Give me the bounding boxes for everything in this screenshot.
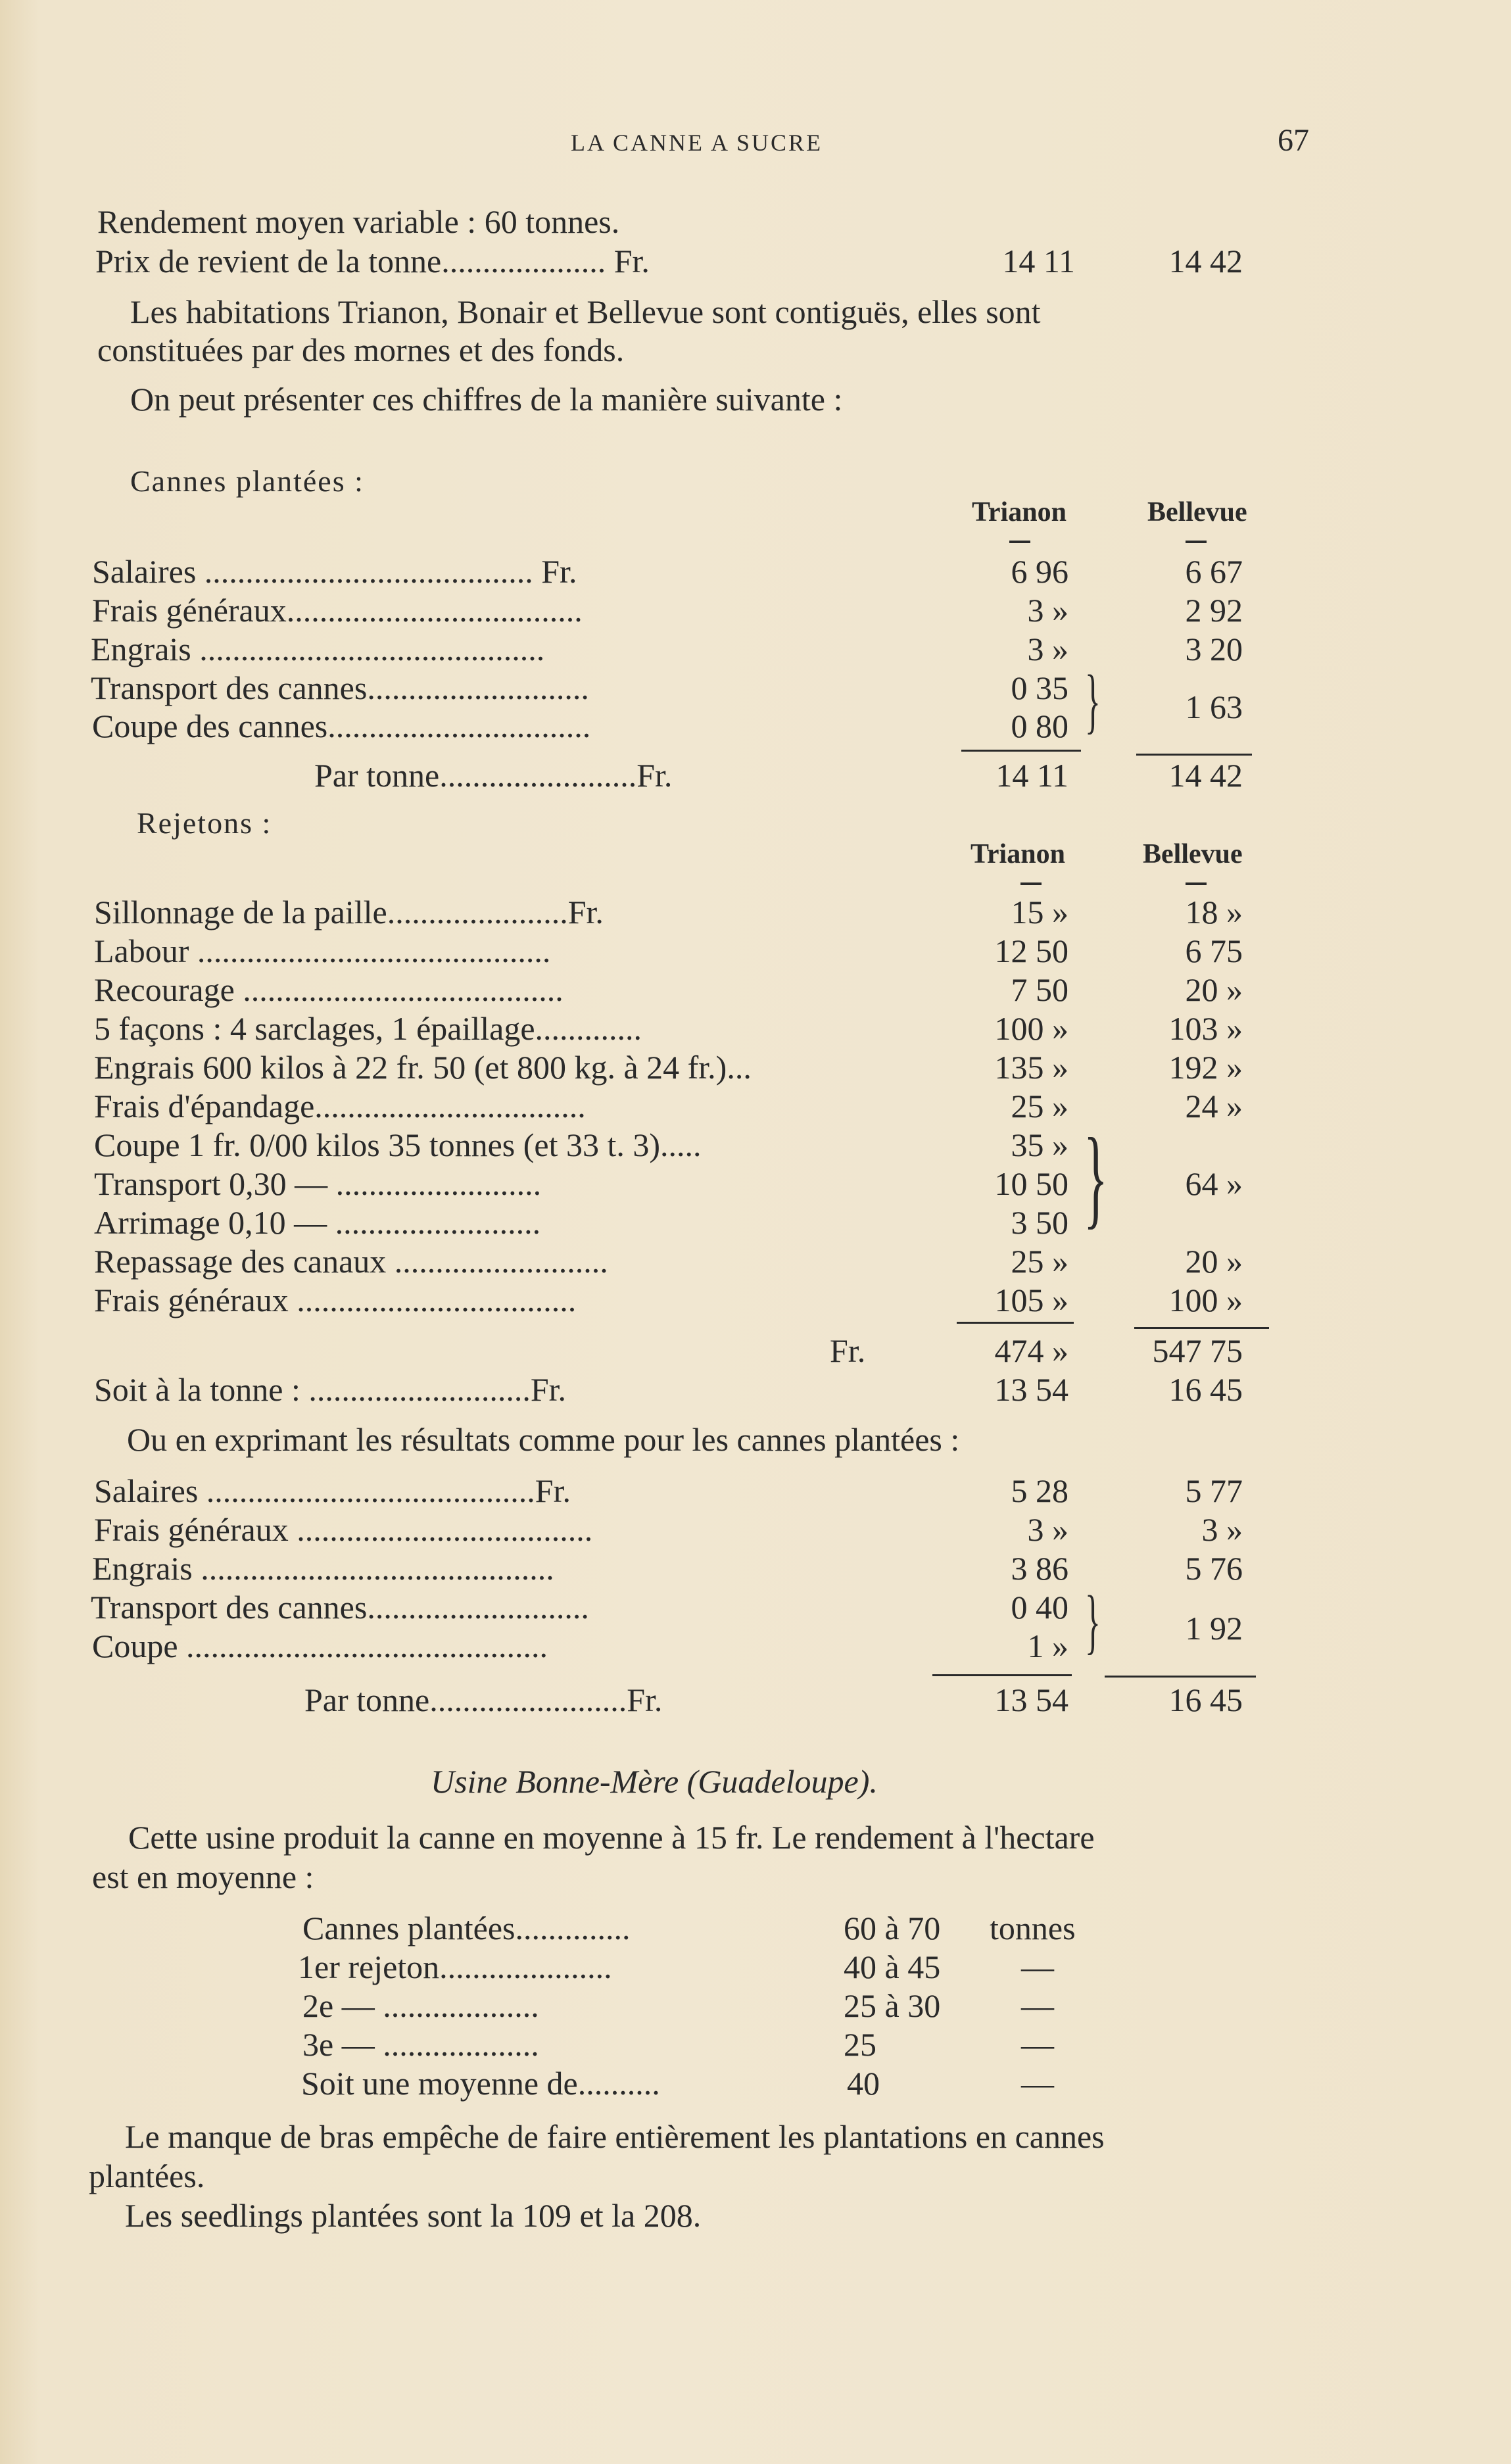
- total-bellevue: 16 45: [1168, 1681, 1243, 1718]
- row-label: Coupe ............................................: [92, 1628, 548, 1664]
- usine-para3: Les seedlings plantées sont la 109 et la 208.: [125, 2197, 702, 2234]
- row-bellevue: 20 »: [1185, 1243, 1243, 1280]
- row-trianon: 15 »: [1011, 894, 1068, 930]
- row-trianon: 1 »: [1027, 1628, 1068, 1664]
- row-label: Transport des cannes...........................: [91, 1589, 589, 1626]
- row-bellevue: 192 »: [1168, 1049, 1243, 1086]
- row-trianon: 0 40: [1011, 1589, 1068, 1626]
- col-dash: [1186, 541, 1207, 543]
- yield-unit: —: [1021, 2026, 1054, 2063]
- row-label: Labour ...........................................: [94, 932, 551, 969]
- row-bellevue: 5 76: [1185, 1550, 1243, 1587]
- row-trianon: 7 50: [1011, 971, 1068, 1008]
- total-bellevue: 14 42: [1168, 757, 1243, 794]
- yield-value: 60 à 70: [844, 1910, 941, 1946]
- col-trianon-1: Trianon: [972, 497, 1067, 527]
- sum-label: Fr.: [830, 1332, 866, 1369]
- yield-label: 2e — ...................: [302, 1987, 539, 2024]
- row-trianon: 3 »: [1027, 1511, 1068, 1548]
- row-label: Frais généraux....................................: [92, 592, 583, 629]
- usine-para2-l2: plantées.: [89, 2158, 205, 2194]
- usine-para-l2: est en moyenne :: [92, 1858, 314, 1895]
- row-bellevue: 5 77: [1185, 1472, 1243, 1509]
- merged-bellevue: 1 63: [1185, 688, 1243, 725]
- row-label: Coupe des cannes................................: [92, 708, 591, 744]
- intro-line-1: Rendement moyen variable : 60 tonnes.: [97, 203, 620, 240]
- row-trianon: 6 96: [1011, 553, 1068, 590]
- yield-value: 40 à 45: [844, 1948, 941, 1985]
- row-label: Recourage .......................................: [94, 971, 564, 1008]
- col-dash: [1009, 541, 1030, 543]
- sum-trianon: 474 »: [994, 1332, 1068, 1369]
- usine-title: Usine Bonne-Mère (Guadeloupe).: [431, 1763, 878, 1800]
- row-bellevue: 3 »: [1201, 1511, 1243, 1548]
- para-habitations-l2: constituées par des mornes et des fonds.: [97, 331, 625, 368]
- col-bellevue-1: Bellevue: [1147, 497, 1247, 527]
- row-bellevue: 18 »: [1185, 894, 1243, 930]
- row-bellevue: 6 75: [1185, 932, 1243, 969]
- total-label: Par tonne........................Fr.: [304, 1681, 663, 1718]
- row-bellevue: 20 »: [1185, 971, 1243, 1008]
- merged-bellevue: 1 92: [1185, 1610, 1243, 1647]
- sum-rule: [1105, 1676, 1256, 1678]
- yield-unit: —: [1021, 2065, 1054, 2102]
- row-trianon: 12 50: [994, 932, 1068, 969]
- row-label: Engrais ...........................................: [92, 1550, 554, 1587]
- usine-para2-l1: Le manque de bras empêche de faire entièrement les plantations en cannes: [125, 2118, 1105, 2155]
- col-trianon-2: Trianon: [971, 839, 1065, 869]
- col-dash: [1020, 882, 1042, 885]
- row-trianon: 3 »: [1027, 631, 1068, 667]
- row-trianon: 100 »: [994, 1010, 1068, 1047]
- yield-label: Cannes plantées..............: [302, 1910, 631, 1946]
- row-bellevue: 3 20: [1185, 631, 1243, 667]
- row-trianon: 0 80: [1011, 708, 1068, 744]
- intro-line-2-label: Prix de revient de la tonne.................... Fr.: [95, 243, 650, 279]
- merged-bellevue: 64 »: [1185, 1165, 1243, 1202]
- brace: }: [1085, 1581, 1101, 1661]
- row-label: 5 façons : 4 sarclages, 1 épaillage.............: [94, 1010, 642, 1047]
- row-trianon: 135 »: [994, 1049, 1068, 1086]
- sum-rule: [1134, 1327, 1269, 1329]
- total-trianon: 13 54: [994, 1681, 1068, 1718]
- row-trianon: 25 »: [1011, 1088, 1068, 1124]
- row-label: Frais d'épandage.................................: [94, 1088, 586, 1124]
- row-label: Transport des cannes...........................: [91, 669, 589, 706]
- row-label: Salaires ........................................Fr.: [94, 1472, 571, 1509]
- row-label: Coupe 1 fr. 0/00 kilos 35 tonnes (et 33 t. 3).....: [94, 1126, 702, 1163]
- row-trianon: 0 35: [1011, 669, 1068, 706]
- yield-label: 1er rejeton.....................: [298, 1948, 612, 1985]
- para-habitations-l1: Les habitations Trianon, Bonair et Bellevue sont contiguës, elles sont: [130, 293, 1041, 330]
- row-trianon: 10 50: [994, 1165, 1068, 1202]
- sum-rule: [1136, 754, 1252, 756]
- total-label: Par tonne........................Fr.: [314, 757, 673, 794]
- yield-label: Soit une moyenne de..........: [301, 2065, 660, 2102]
- row-bellevue: 100 »: [1168, 1282, 1243, 1318]
- yield-value: 25 à 30: [844, 1987, 941, 2024]
- row-label: Frais généraux ..................................: [94, 1282, 577, 1318]
- row-label: Transport 0,30 — .........................: [94, 1165, 542, 1202]
- running-title: LA CANNE A SUCRE: [571, 130, 823, 156]
- col-bellevue-2: Bellevue: [1143, 839, 1243, 869]
- col-dash: [1186, 882, 1207, 885]
- row-bellevue: 24 »: [1185, 1088, 1243, 1124]
- brace: }: [1084, 1115, 1108, 1239]
- yield-value: 25: [844, 2026, 876, 2063]
- yield-unit: tonnes: [990, 1910, 1076, 1946]
- total-trianon: 14 11: [995, 757, 1068, 794]
- sum-bellevue: 547 75: [1152, 1332, 1243, 1369]
- ton-bellevue: 16 45: [1168, 1371, 1243, 1408]
- row-bellevue: 2 92: [1185, 592, 1243, 629]
- ton-trianon: 13 54: [994, 1371, 1068, 1408]
- row-label: Sillonnage de la paille......................Fr.: [94, 894, 604, 930]
- intro-trianon-value: 14 11: [1002, 243, 1075, 279]
- heading-cannes-plantees: Cannes plantées :: [130, 464, 364, 498]
- row-label: Arrimage 0,10 — .........................: [94, 1204, 541, 1241]
- ton-label: Soit à la tonne : ...........................Fr.: [94, 1371, 567, 1408]
- yield-value: 40: [847, 2065, 880, 2102]
- row-trianon: 35 »: [1011, 1126, 1068, 1163]
- page-number: 67: [1278, 123, 1309, 158]
- intro-bellevue-value: 14 42: [1168, 243, 1243, 279]
- sum-rule: [957, 1322, 1074, 1324]
- row-label: Repassage des canaux ..........................: [94, 1243, 608, 1280]
- usine-para-l1: Cette usine produit la canne en moyenne à 15 fr. Le rendement à l'hectare: [128, 1819, 1095, 1856]
- row-trianon: 105 »: [994, 1282, 1068, 1318]
- row-trianon: 3 50: [1011, 1204, 1068, 1241]
- sum-rule: [961, 750, 1081, 752]
- yield-unit: —: [1021, 1987, 1054, 2024]
- yield-unit: —: [1021, 1948, 1054, 1985]
- yield-label: 3e — ...................: [302, 2026, 539, 2063]
- row-bellevue: 103 »: [1168, 1010, 1243, 1047]
- row-label: Engrais ..........................................: [91, 631, 545, 667]
- row-trianon: 3 86: [1011, 1550, 1068, 1587]
- row-trianon: 5 28: [1011, 1472, 1068, 1509]
- row-trianon: 3 »: [1027, 592, 1068, 629]
- expr-line: Ou en exprimant les résultats comme pour les cannes plantées :: [127, 1421, 960, 1458]
- heading-rejetons: Rejetons :: [137, 806, 272, 840]
- row-label: Salaires ........................................ Fr.: [92, 553, 577, 590]
- row-label: Frais généraux ....................................: [94, 1511, 593, 1548]
- row-bellevue: 6 67: [1185, 553, 1243, 590]
- para-presenter: On peut présenter ces chiffres de la manière suivante :: [130, 381, 843, 418]
- sum-rule: [932, 1674, 1072, 1676]
- row-trianon: 25 »: [1011, 1243, 1068, 1280]
- brace: }: [1085, 660, 1101, 740]
- row-label: Engrais 600 kilos à 22 fr. 50 (et 800 kg. à 24 fr.)...: [94, 1049, 752, 1086]
